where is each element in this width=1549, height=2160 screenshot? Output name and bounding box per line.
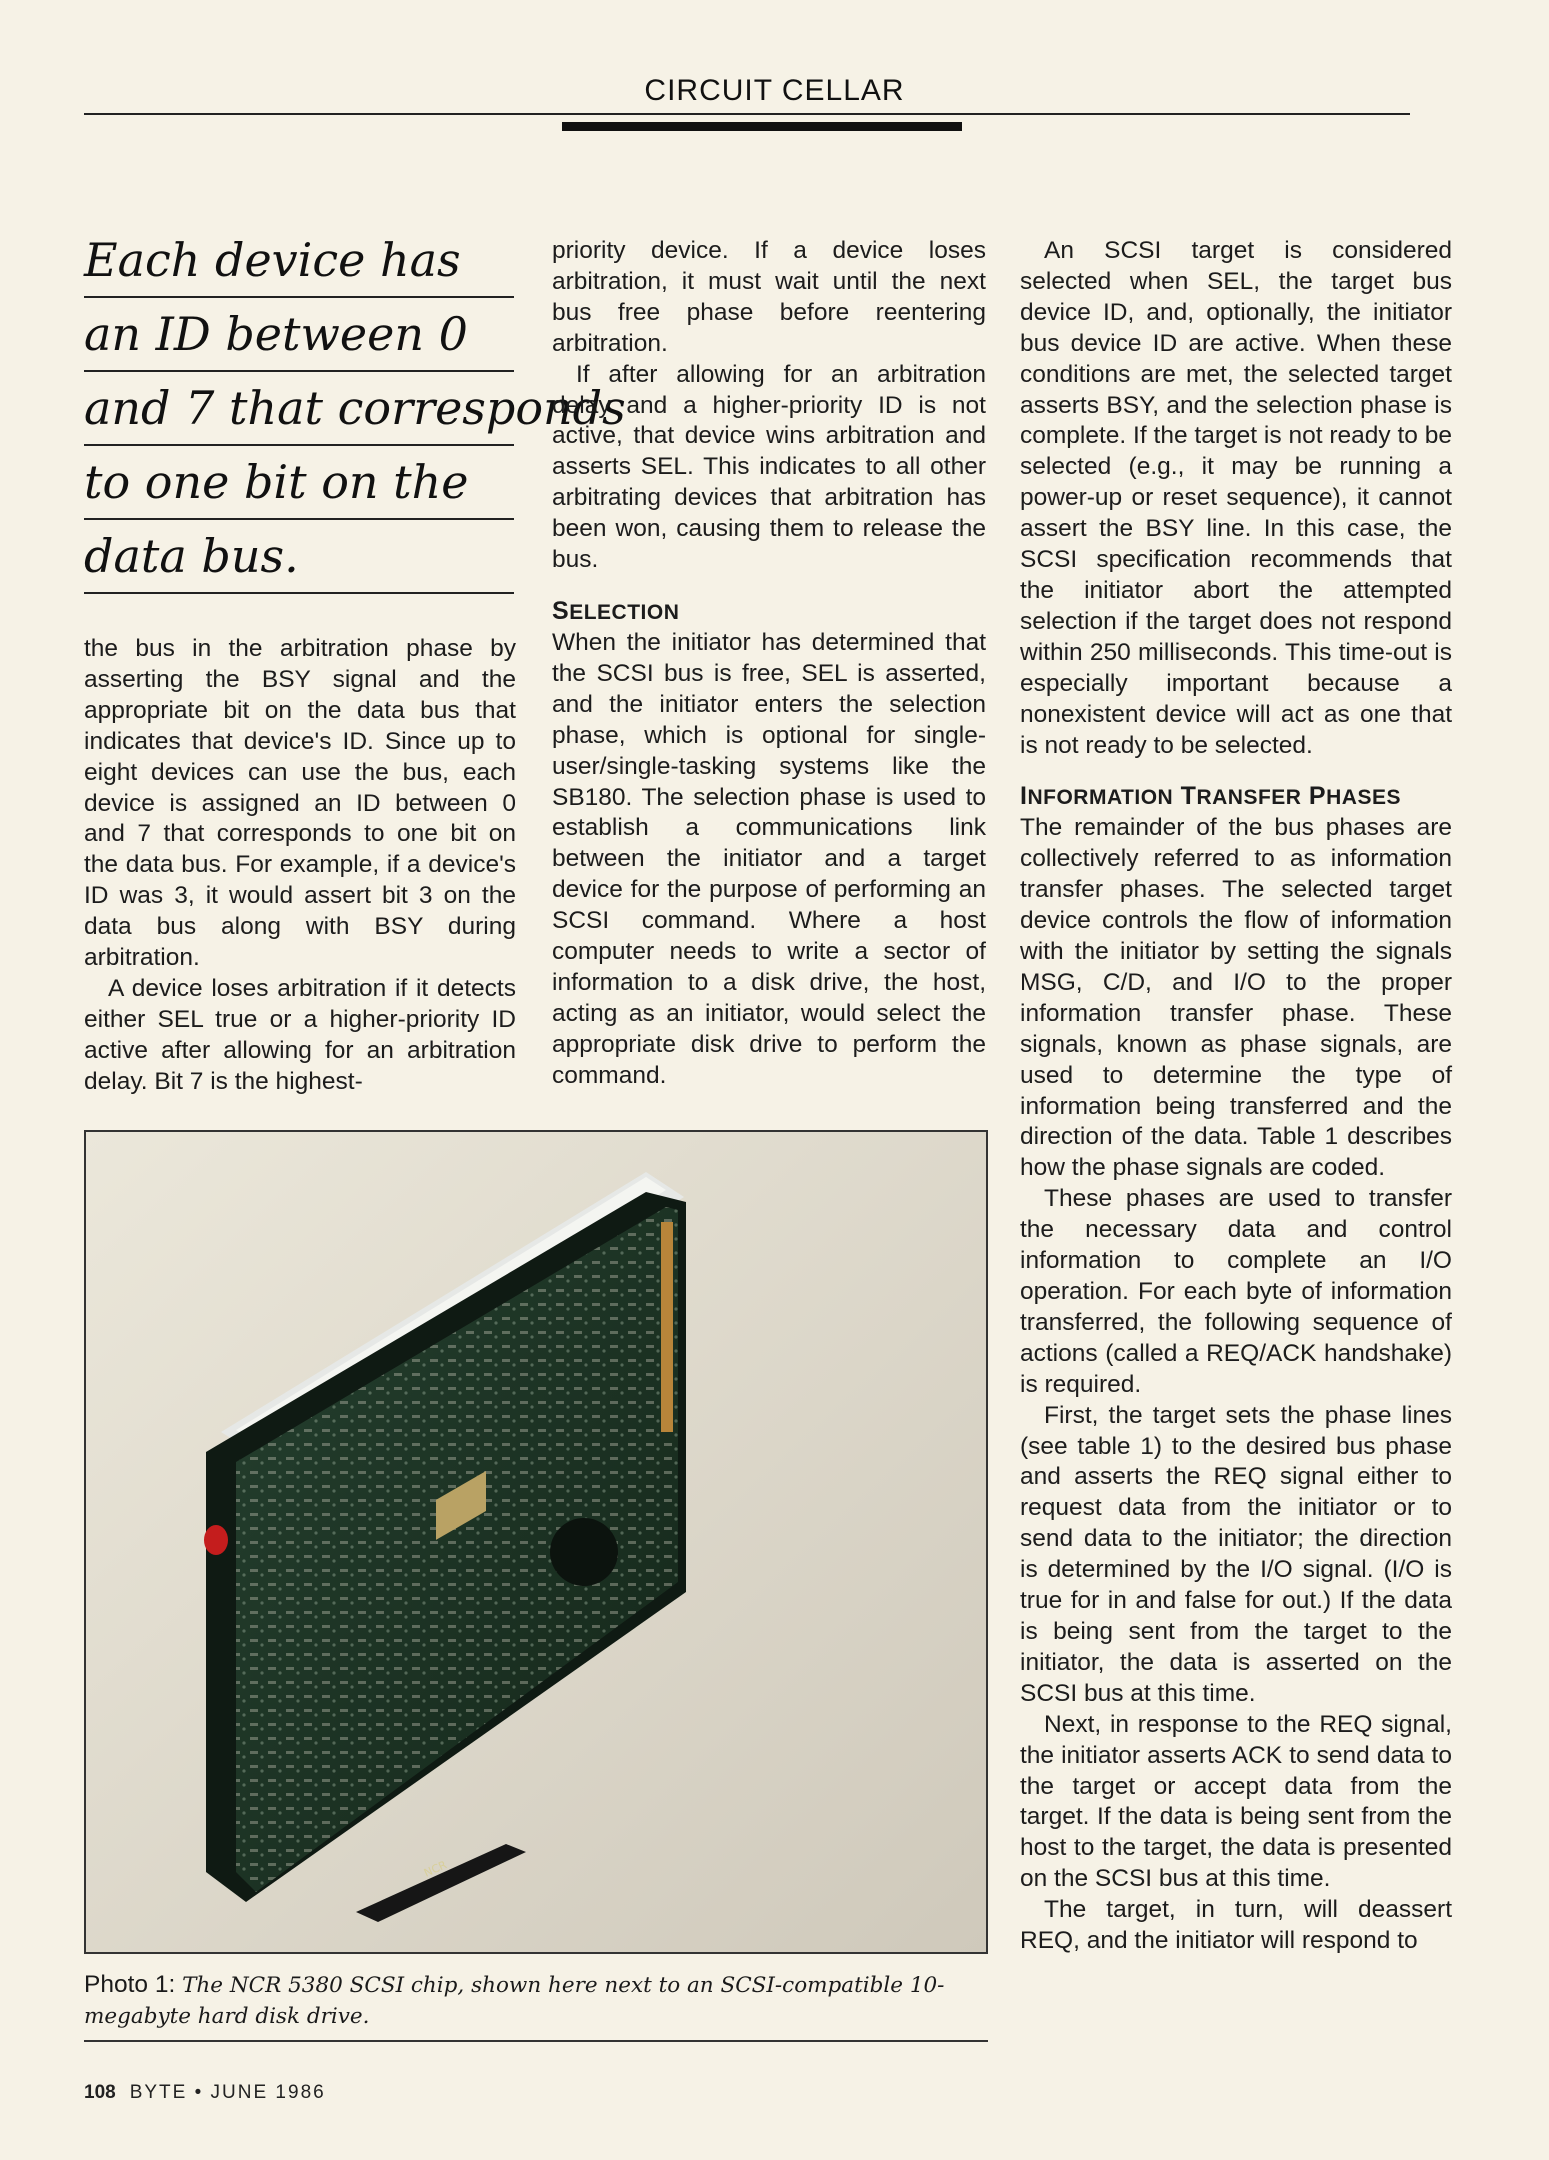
photo-caption — [84, 1970, 988, 2032]
body-paragraph: The remainder of the bus phases are collectively referred to as information transfer phases. The selected target device controls the flow of information with the initiator by setting the signals MSG, C/D, and I/O to the proper information transfer phase. These signals, known as phase signals, are used to determine the type of information being transferred and the direction of the data. Table 1 describes how the phase signals are coded. — [1020, 814, 1452, 1182]
header-bar — [562, 122, 962, 131]
pull-quote-line: an ID between 0 — [84, 298, 514, 372]
heading-initial: P — [1308, 782, 1327, 811]
pull-quote-line: data bus. — [84, 520, 514, 594]
article-column-1 — [84, 634, 516, 1098]
caption-rule — [84, 2040, 988, 2042]
chip-label: NCR — [421, 1858, 449, 1880]
photo-hard-disk-drive — [84, 1130, 988, 1954]
heading-initial: S — [552, 596, 570, 625]
heading-initial: I — [1020, 782, 1028, 811]
body-paragraph: priority device. If a device loses arbitration, it must wait until the next bus free phase before reentering arbitration. — [552, 237, 986, 357]
pull-quote — [84, 224, 626, 594]
body-paragraph: A device loses arbitration if it detects either SEL true or a higher-priority ID active after allowing for an arbitration delay. Bit 7 is the highest- — [84, 974, 516, 1095]
body-paragraph: These phases are used to transfer the necessary data and control information to complete an I/O operation. For each byte of information transferred, the following sequence of actions (called a REQ/ACK handshake) is required. — [1020, 1185, 1452, 1398]
page-footer — [84, 2082, 326, 2104]
heading-rest: HASES — [1326, 786, 1401, 810]
heading-rest: NFORMATION — [1027, 786, 1174, 810]
heading-rest: RANSFER — [1196, 786, 1302, 810]
publication-info: BYTE • JUNE 1986 — [129, 2082, 326, 2103]
body-paragraph: If after allowing for an arbitration delay and a higher-priority ID is not active, that device wins arbitration and asserts SEL. This indicates to all other arbitrating devices that arbitration has been won, causing them to release the bus. — [552, 360, 986, 574]
pull-quote-line: and 7 that corresponds — [84, 372, 514, 446]
heading-initial: T — [1180, 782, 1197, 811]
header-title: CIRCUIT CELLAR — [644, 74, 905, 107]
article-column-3 — [1020, 236, 1452, 1957]
article-column-2 — [552, 236, 986, 1092]
body-paragraph: When the initiator has determined that the SCSI bus is free, SEL is asserted, and the initiator enters the selection phase, which is optional for single-user/single-tasking systems like the SB180. The selection phase is used to establish a communications link between the initiator and a target device for the purpose of performing an SCSI command. Where a host computer needs to write a sector of information to a disk drive, the host, acting as an initiator, would select the appropriate disk drive to perform the command. — [552, 628, 986, 1089]
body-paragraph: First, the target sets the phase lines (see table 1) to the desired bus phase and asserts the REQ signal either to request data from the initiator or to send data to the initiator; the direction is determined by the I/O signal. (I/O is true for in and false for out.) If the data is being sent from the target to the initiator, the data is asserted on the SCSI bus at this time. — [1020, 1401, 1452, 1707]
body-paragraph: the bus in the arbitration phase by asserting the BSY signal and the appropriate bit on the data bus that indicates that device's ID. Since up to eight devices can use the bus, each device is assigned an ID between 0 and 7 that corresponds to one bit on the data bus. For example, if a device's ID was 3, it would assert bit 3 on the data bus along with BSY during arbitration. — [84, 635, 516, 972]
section-heading-selection — [552, 596, 986, 628]
edge-connector — [661, 1222, 673, 1432]
section-heading-information-transfer — [1020, 781, 1452, 813]
body-paragraph: Next, in response to the REQ signal, the initiator asserts ACK to send data to the target or accept data from the target. If the data is being sent from the host to the target, the data is presented on the SCSI bus at this time. — [1020, 1710, 1452, 1893]
pull-quote-line: to one bit on the — [84, 446, 514, 520]
caption-label: Photo 1: — [84, 1971, 183, 1998]
body-paragraph: An SCSI target is considered selected when SEL, the target bus device ID, and, optionally, the initiator bus device ID are active. When these conditions are met, the selected target asserts BSY, and the selection phase is complete. If the target is not ready to be selected (e.g., it may be running a power-up or reset sequence), it cannot assert the BSY line. In this case, the SCSI specification recommends that the initiator abort the attempted selection if the target does not respond within 250 milliseconds. This time-out is especially important because a nonexistent device will act as one that is not ready to be selected. — [1020, 237, 1452, 759]
header-rule — [84, 113, 1410, 115]
drive-led — [204, 1525, 228, 1555]
photo-illustration — [86, 1132, 986, 1952]
pull-quote-line: Each device has — [84, 224, 514, 298]
caption-text: The NCR 5380 SCSI chip, shown here next to an SCSI-compatible 10-megabyte hard disk drive. — [84, 1973, 945, 2029]
body-paragraph: The target, in turn, will deassert REQ, and the initiator will respond to — [1020, 1896, 1452, 1955]
heading-rest: ELECTION — [569, 600, 680, 624]
board-motor — [550, 1518, 618, 1586]
page-number: 108 — [84, 2082, 116, 2103]
